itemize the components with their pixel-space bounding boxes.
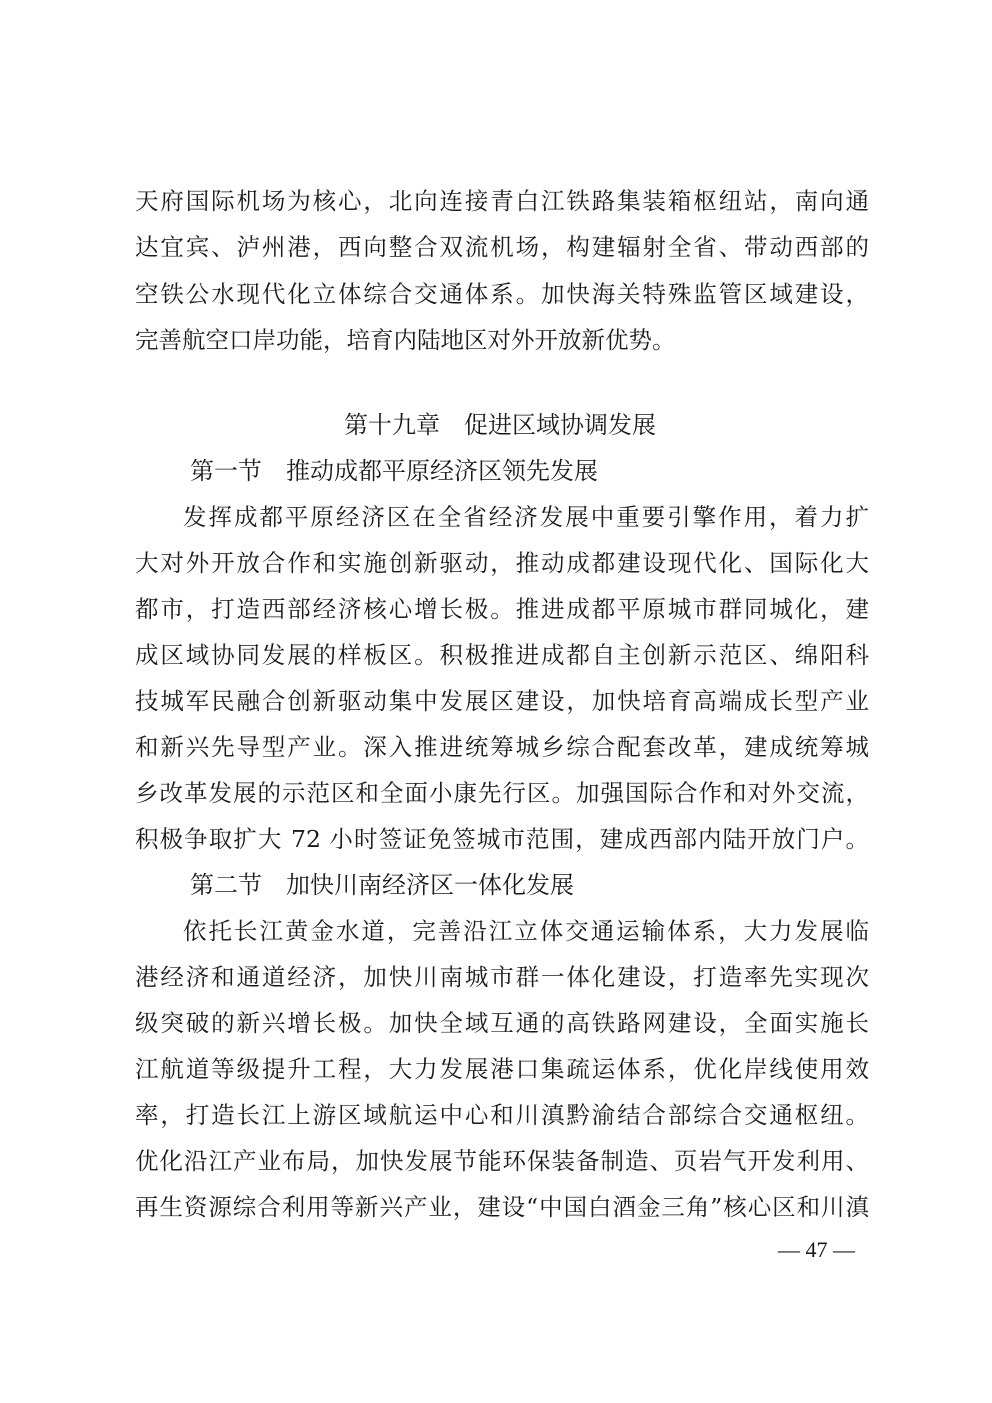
paragraph-line: 率，打造长江上游区域航运中心和川滇黔渝结合部综合交通枢纽。 <box>135 1101 869 1129</box>
paragraph-line: 达宜宾、泸州港，西向整合双流机场，构建辐射全省、带动西部的 <box>135 233 869 261</box>
paragraph-line: 成区域协同发展的样板区。积极推进成都自主创新示范区、绵阳科 <box>135 641 869 669</box>
paragraph-line: 和新兴先导型产业。深入推进统筹城乡综合配套改革，建成统筹城 <box>135 733 869 761</box>
page-number: — 47 — <box>778 1237 855 1262</box>
chapter-title-text: 第十九章 促进区域协调发展 <box>344 411 656 439</box>
paragraph-line: 发挥成都平原经济区在全省经济发展中重要引擎作用，着力扩 <box>183 503 869 531</box>
paragraph-line: 技城军民融合创新驱动集中发展区建设，加快培育高端成长型产业 <box>135 687 869 715</box>
paragraph-line: 空铁公水现代化立体综合交通体系。加快海关特殊监管区域建设， <box>135 280 869 308</box>
paragraph-line: 大对外开放合作和实施创新驱动，推动成都建设现代化、国际化大 <box>135 549 869 577</box>
paragraph-line: 依托长江黄金水道，完善沿江立体交通运输体系，大力发展临 <box>183 917 869 945</box>
chapter-title <box>0 403 992 447</box>
section-title: 第一节 推动成都平原经济区领先发展 <box>190 457 598 485</box>
paragraph-line: 积极争取扩大 72 小时签证免签城市范围，建成西部内陆开放门户。 <box>135 825 869 853</box>
paragraph-line: 港经济和通道经济，加快川南城市群一体化建设，打造率先实现次 <box>135 963 869 991</box>
paragraph-line: 完善航空口岸功能，培育内陆地区对外开放新优势。 <box>135 326 676 354</box>
paragraph-line: 江航道等级提升工程，大力发展港口集疏运体系，优化岸线使用效 <box>135 1055 869 1083</box>
paragraph-line: 再生资源综合利用等新兴产业，建设“中国白酒金三角”核心区和川滇 <box>135 1193 869 1221</box>
paragraph-line: 天府国际机场为核心，北向连接青白江铁路集装箱枢纽站，南向通 <box>135 187 869 215</box>
paragraph-line: 级突破的新兴增长极。加快全域互通的高铁路网建设，全面实施长 <box>135 1009 869 1037</box>
paragraph-line: 乡改革发展的示范区和全面小康先行区。加强国际合作和对外交流， <box>135 779 869 807</box>
paragraph-line: 都市，打造西部经济核心增长极。推进成都平原城市群同城化，建 <box>135 595 869 623</box>
section-title: 第二节 加快川南经济区一体化发展 <box>190 871 574 899</box>
paragraph-line: 优化沿江产业布局，加快发展节能环保装备制造、页岩气开发利用、 <box>135 1147 869 1175</box>
